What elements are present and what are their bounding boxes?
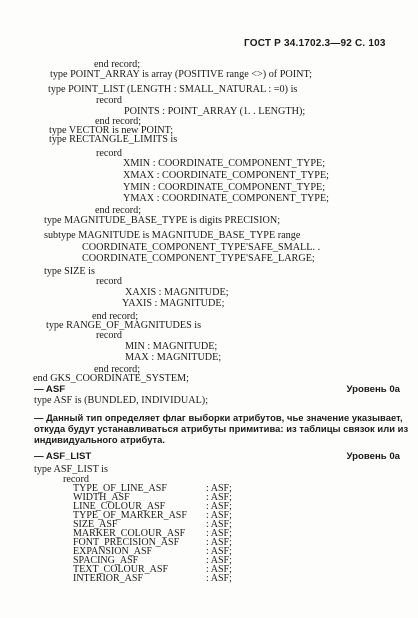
code-line: MAX : MAGNITUDE;: [125, 352, 222, 363]
code-line: type MAGNITUDE_BASE_TYPE is digits PRECISION;: [44, 215, 281, 226]
field-type: : ASF;: [206, 573, 232, 584]
code-line: XMIN : COORDINATE_COMPONENT_TYPE;: [123, 158, 326, 169]
field-type: : ASF;: [206, 546, 232, 557]
field-name: FONT_PRECISION_ASF: [73, 537, 180, 548]
code-line: type RANGE_OF_MAGNITUDES is: [46, 320, 202, 331]
field-type: : ASF;: [206, 510, 232, 521]
field-name: SPACING_ASF: [73, 555, 139, 566]
section-label-asf: — ASF: [34, 384, 66, 395]
code-line: end record;: [95, 116, 142, 127]
code-line: type ASF is (BUNDLED, INDIVIDUAL);: [34, 395, 209, 406]
code-line: record: [96, 330, 123, 341]
page-header: ГОСТ Р 34.1702.3—92 С. 103: [244, 38, 386, 49]
code-line: record: [63, 474, 90, 485]
code-line: XMAX : COORDINATE_COMPONENT_TYPE;: [123, 170, 330, 181]
code-line: MIN : MAGNITUDE;: [125, 341, 218, 352]
level-label: Уровень 0a: [346, 451, 400, 462]
code-line: record: [96, 276, 123, 287]
code-line: type VECTOR is new POINT;: [49, 125, 174, 136]
field-name: WIDTH_ASF: [73, 492, 130, 503]
description-line: индивидуального атрибута.: [34, 434, 165, 445]
code-line: type POINT_LIST (LENGTH : SMALL_NATURAL : =0) is: [48, 84, 298, 95]
field-name: TYPE_OF_MARKER_ASF: [73, 510, 187, 521]
field-type: : ASF;: [206, 555, 232, 566]
field-type: : ASF;: [206, 492, 232, 503]
field-type: : ASF;: [206, 483, 232, 494]
field-type: : ASF;: [206, 564, 232, 575]
code-line: POINTS : POINT_ARRAY (1. . LENGTH);: [124, 106, 306, 117]
code-line: YAXIS : MAGNITUDE;: [122, 298, 225, 309]
field-name: INTERIOR_ASF: [73, 573, 144, 584]
code-line: type ASF_LIST is: [34, 464, 108, 475]
section-label-asf-list: — ASF_LIST: [34, 451, 92, 462]
code-line: COORDINATE_COMPONENT_TYPE'SAFE_LARGE;: [82, 253, 315, 264]
field-name: EXPANSION_ASF: [73, 546, 153, 557]
code-line: end record;: [95, 205, 142, 216]
code-line: end GKS_COORDINATE_SYSTEM;: [33, 373, 189, 384]
code-line: YMAX : COORDINATE_COMPONENT_TYPE;: [123, 193, 330, 204]
code-line: YMIN : COORDINATE_COMPONENT_TYPE;: [123, 182, 326, 193]
description-line: откуда будут устанавливаться атрибуты примитива: из таблицы связок или из: [34, 423, 409, 434]
code-line: end record;: [94, 364, 141, 375]
field-name: SIZE_ASF: [73, 519, 118, 530]
field-type: : ASF;: [206, 501, 232, 512]
code-line: type SIZE is: [44, 266, 95, 277]
field-name: TEXT_COLOUR_ASF: [73, 564, 169, 575]
code-line: type RECTANGLE_LIMITS is: [49, 134, 178, 145]
level-label: Уровень 0a: [346, 384, 400, 395]
field-type: : ASF;: [206, 519, 232, 530]
code-line: end record;: [92, 311, 139, 322]
code-line: type POINT_ARRAY is array (POSITIVE range <>) of POINT;: [50, 69, 312, 80]
code-line: end record;: [94, 59, 141, 70]
field-name: TYPE_OF_LINE_ASF: [73, 483, 167, 494]
code-line: record: [96, 95, 123, 106]
field-type: : ASF;: [206, 537, 232, 548]
code-line: COORDINATE_COMPONENT_TYPE'SAFE_SMALL. .: [82, 242, 321, 253]
field-name: MARKER_COLOUR_ASF: [73, 528, 186, 539]
code-line: subtype MAGNITUDE is MAGNITUDE_BASE_TYPE range: [44, 230, 301, 241]
field-type: : ASF;: [206, 528, 232, 539]
code-line: XAXIS : MAGNITUDE;: [125, 287, 229, 298]
description-line: — Данный тип определяет флаг выборки атрибутов, чье значение указывает,: [34, 412, 403, 423]
field-name: LINE_COLOUR_ASF: [73, 501, 166, 512]
code-line: record: [96, 148, 123, 159]
